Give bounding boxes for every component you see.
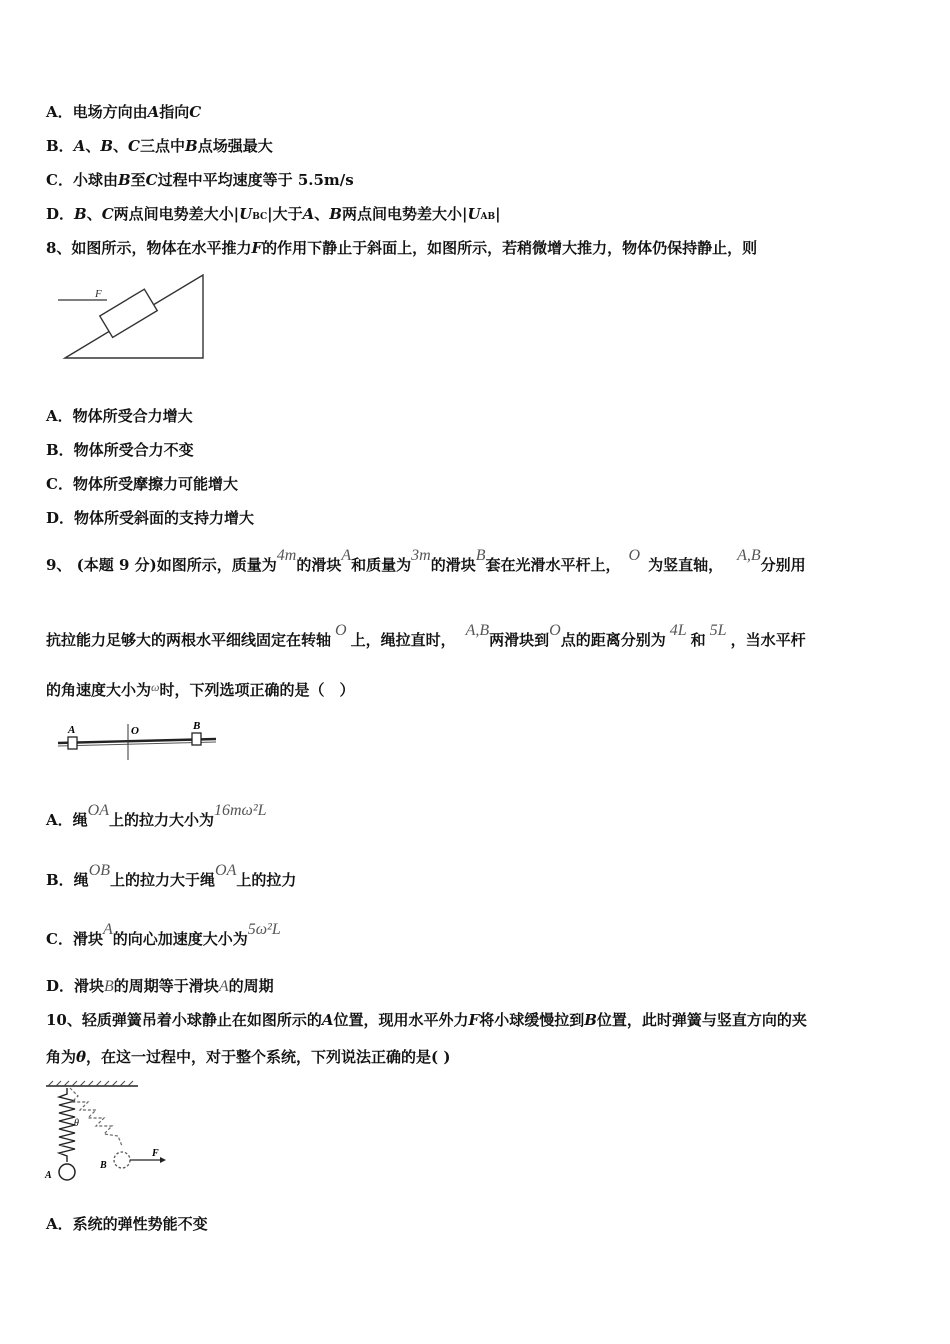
q9-stem-line1: 9、 (本题 9 分)如图所示，质量为4m的滑块A和质量为3m的滑块B套在光滑水平杆上，O为竖直轴，A,B分别用 [46, 547, 806, 574]
q7-option-b: B．A、B、C三点中B点场强最大 [46, 137, 273, 155]
q8-option-b: B．物体所受合力不变 [46, 441, 194, 459]
q9-option-c: C．滑块A的向心加速度大小为5ω²L [46, 921, 281, 948]
q7-option-a: A．电场方向由A指向C [46, 103, 202, 121]
q9-option-a: A．绳OA上的拉力大小为16mω²L [46, 802, 267, 829]
q7-option-d: D．B、C两点间电势差大小|UBC|大于A、B两点间电势差大小|UAB| [46, 205, 501, 223]
q9-option-d: D．滑块B的周期等于滑块A的周期 [46, 977, 274, 995]
q9-figure-label-b: B [193, 720, 201, 732]
q9-figure-label-a: A [68, 724, 76, 736]
q10-figure-label-f: F [152, 1148, 159, 1159]
q8-option-d: D．物体所受斜面的支持力增大 [46, 509, 255, 527]
q10-stem-line1: 10、轻质弹簧吊着小球静止在如图所示的A位置，现用水平外力F将小球缓慢拉到B位置，此时弹簧与竖直方向的夹 [46, 1011, 807, 1029]
q10-figure-label-b: B [100, 1160, 107, 1171]
q9-figure-label-o: O [131, 725, 139, 737]
q8-stem: 8、如图所示，物体在水平推力F的作用下静止于斜面上，如图所示，若稍微增大推力，物体仍保持静止，则 [46, 239, 758, 257]
q8-figure-label-f: F [95, 288, 102, 300]
q10-spring-figure [42, 1080, 172, 1190]
q10-stem-line2: 角为θ，在这一过程中，对于整个系统，下列说法正确的是( ) [46, 1048, 451, 1066]
q9-stem-line2: 抗拉能力足够大的两根水平细线固定在转轴O上，绳拉直时，A,B两滑块到O点的距离分别为4L和5L，当水平杆 [46, 622, 806, 649]
q8-option-c: C．物体所受摩擦力可能增大 [46, 475, 238, 493]
q9-option-b: B．绳OB上的拉力大于绳OA上的拉力 [46, 862, 297, 889]
q9-stem-line3: 的角速度大小为$^\omega$时，下列选项正确的是（ ） [46, 680, 355, 699]
q9-rod-figure [56, 718, 226, 763]
q7-option-c: C．小球由B至C过程中平均速度等于 5.5m/s [46, 171, 354, 189]
q8-option-a: A．物体所受合力增大 [46, 407, 193, 425]
q10-option-a: A．系统的弹性势能不变 [46, 1215, 208, 1233]
q10-figure-label-theta: θ [74, 1118, 79, 1129]
q8-incline-figure [55, 270, 215, 370]
q10-figure-label-a: A [45, 1170, 52, 1181]
